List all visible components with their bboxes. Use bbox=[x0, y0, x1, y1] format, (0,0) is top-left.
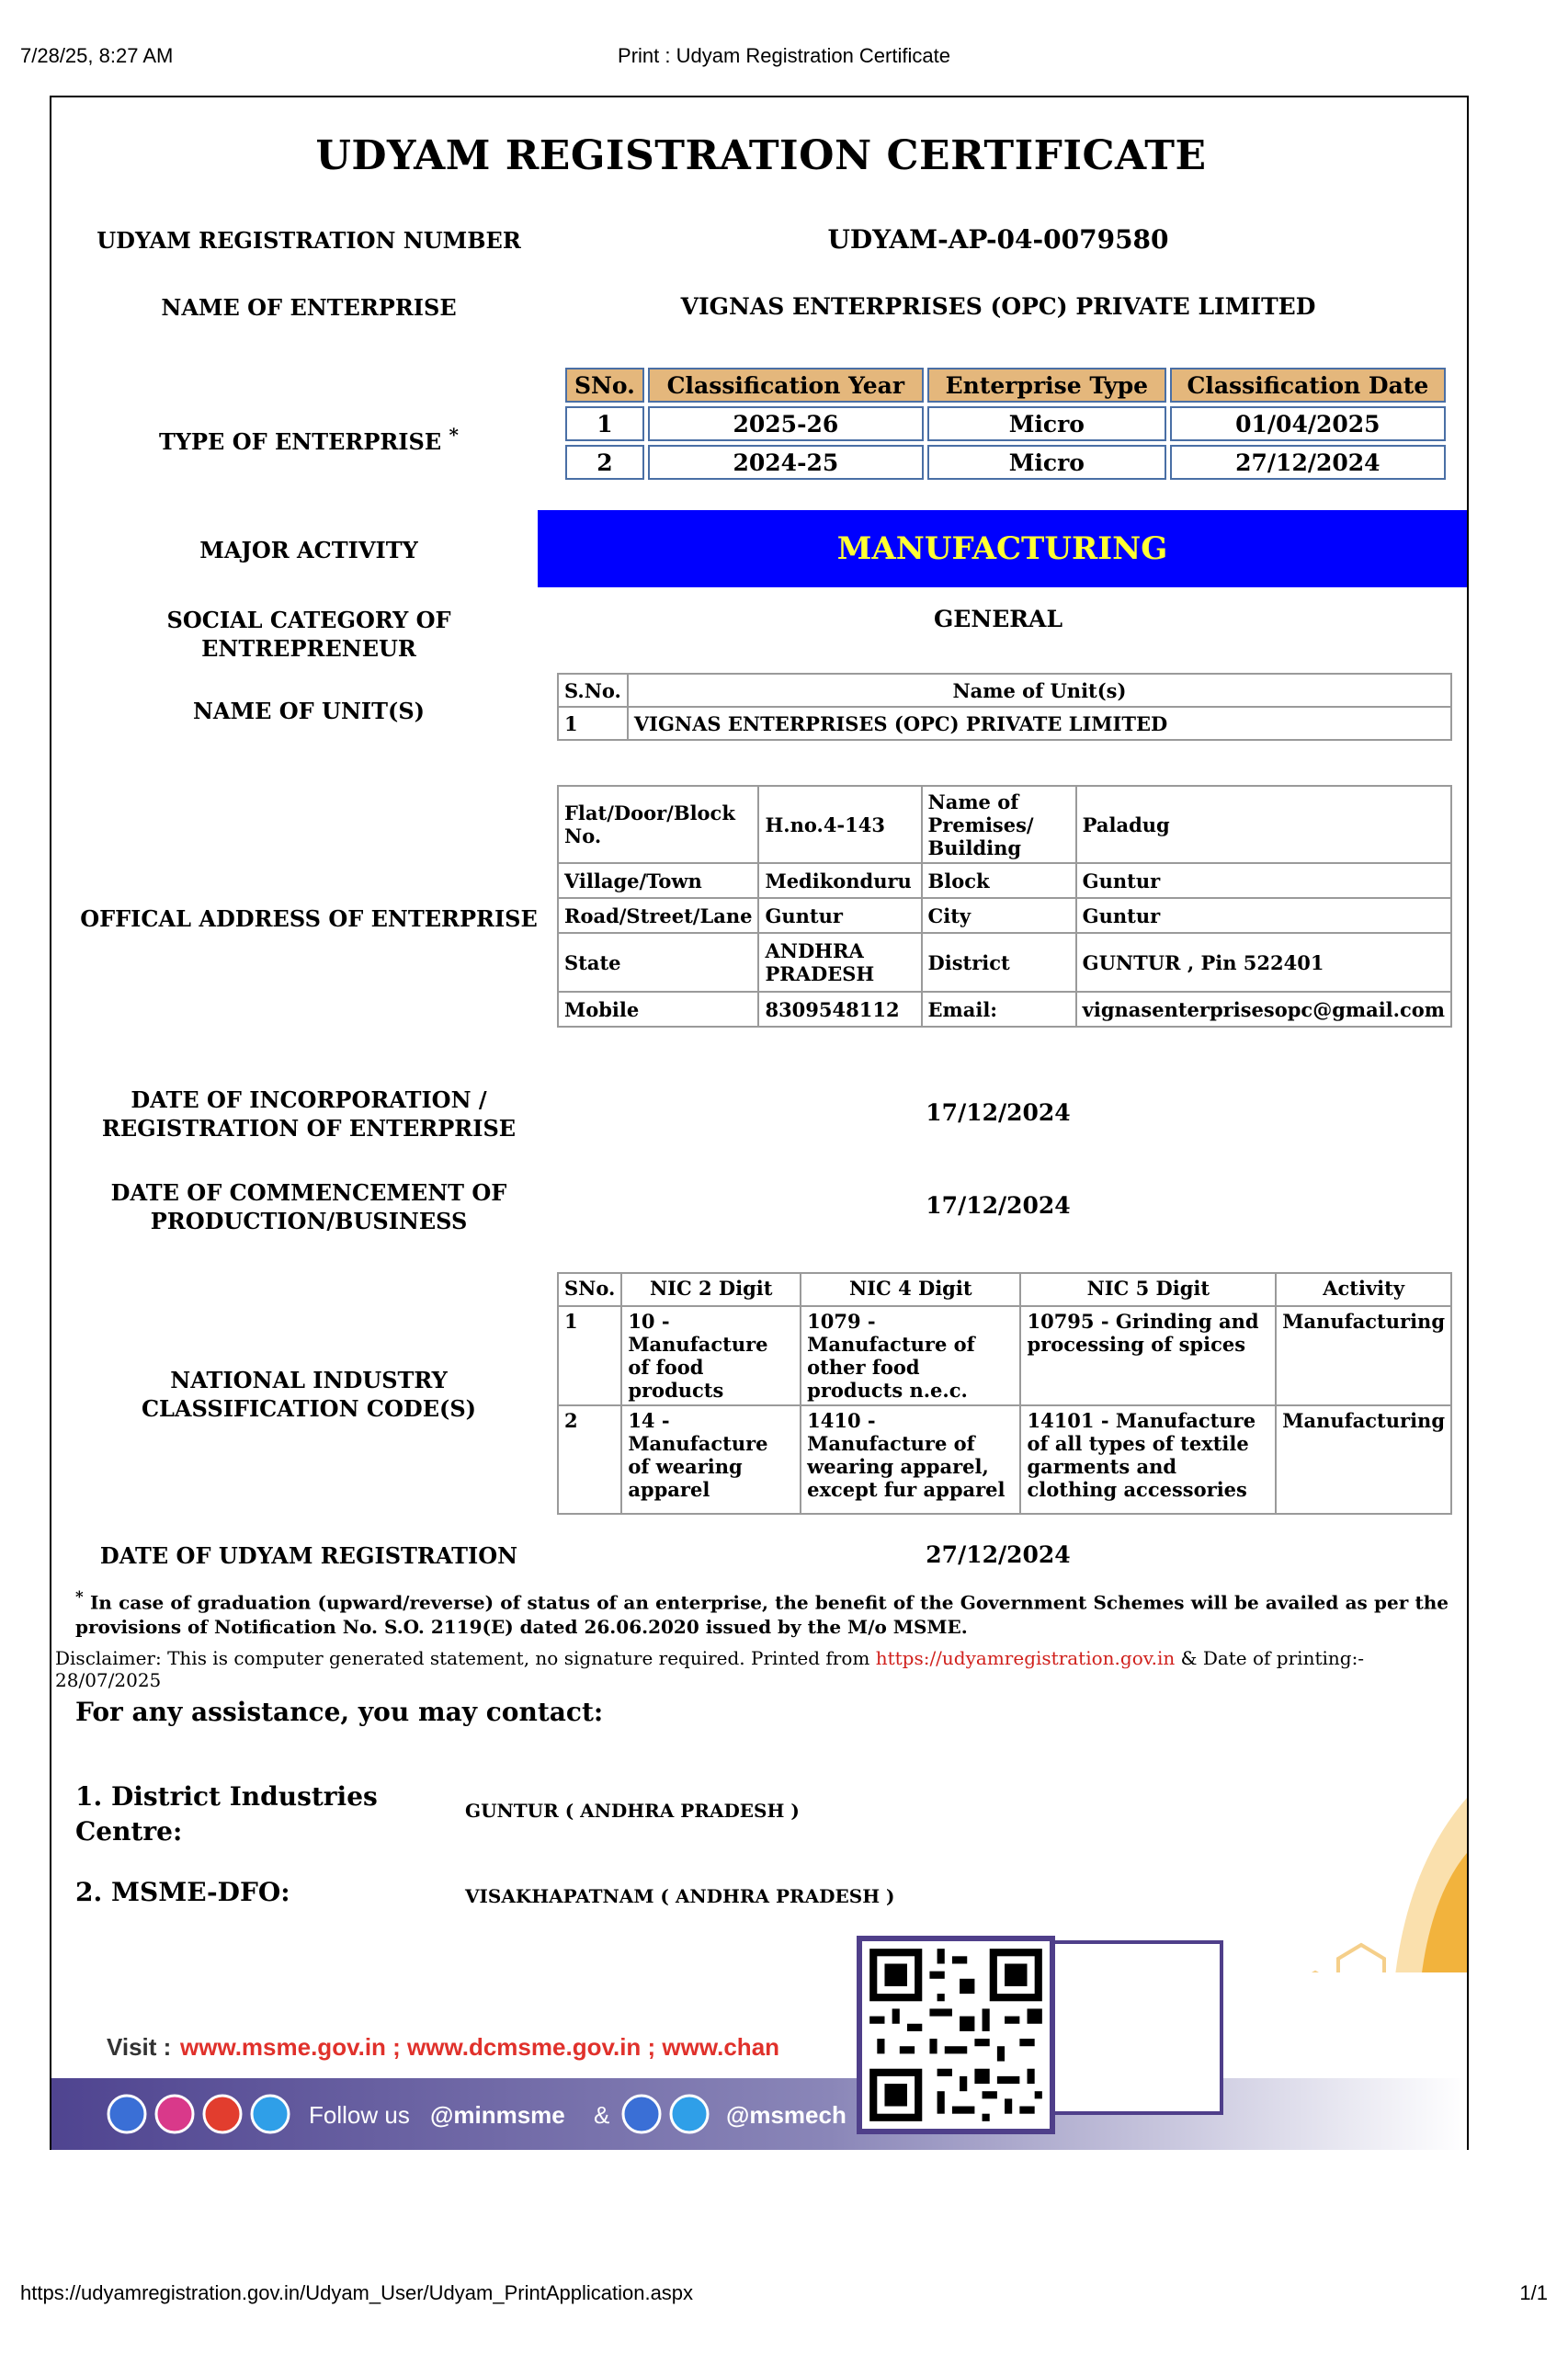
udyam-link[interactable]: https://udyamregistration.gov.in bbox=[875, 1647, 1176, 1669]
cell: Village/Town bbox=[558, 863, 758, 898]
cell: 2024-25 bbox=[648, 445, 924, 480]
cell: 2 bbox=[565, 445, 644, 480]
visit-sites: www.msme.gov.in ; www.dcmsme.gov.in ; www.chan bbox=[180, 2033, 780, 2061]
cell: City bbox=[922, 898, 1076, 933]
major-activity-label: MAJOR ACTIVITY bbox=[199, 537, 418, 563]
table-row bbox=[558, 786, 1451, 863]
assistance-heading: For any assistance, you may contact: bbox=[75, 1697, 604, 1727]
facebook-icon[interactable] bbox=[623, 2096, 660, 2132]
cell: Micro bbox=[927, 445, 1166, 480]
classification-table bbox=[562, 364, 1449, 483]
table-row bbox=[565, 445, 1446, 480]
cell: 1410 - Manufacture of wearing apparel, except fur apparel bbox=[801, 1405, 1020, 1514]
commencement-label: DATE OF COMMENCEMENT OF PRODUCTION/BUSINESS bbox=[110, 1179, 507, 1234]
cell: Guntur bbox=[1076, 898, 1451, 933]
table-row bbox=[558, 863, 1451, 898]
cell: NIC 5 Digit bbox=[1020, 1273, 1276, 1306]
major-activity-banner: MANUFACTURING bbox=[538, 510, 1467, 587]
cell: H.no.4-143 bbox=[758, 786, 921, 863]
certificate bbox=[50, 96, 1469, 2150]
cell: NIC 2 Digit bbox=[621, 1273, 801, 1306]
table-row bbox=[558, 1273, 1451, 1306]
cell: 2 bbox=[558, 1405, 621, 1514]
social-category: GENERAL bbox=[933, 606, 1063, 632]
cell: Manufacturing bbox=[1276, 1405, 1451, 1514]
handle-msmech: @msmech bbox=[726, 2101, 846, 2129]
reg-number-label: UDYAM REGISTRATION NUMBER bbox=[97, 227, 521, 254]
table-row bbox=[558, 933, 1451, 992]
table-row bbox=[558, 898, 1451, 933]
type-label-star: * bbox=[449, 424, 459, 446]
facebook-icon[interactable] bbox=[108, 2096, 145, 2132]
qr-code bbox=[857, 1936, 1055, 2134]
reg-number: UDYAM-AP-04-0079580 bbox=[827, 224, 1169, 255]
cell: Block bbox=[922, 863, 1076, 898]
cell: 10795 - Grinding and processing of spices bbox=[1020, 1306, 1276, 1405]
nic-label: NATIONAL INDUSTRY CLASSIFICATION CODE(S) bbox=[141, 1367, 477, 1422]
cell: Email: bbox=[922, 992, 1076, 1027]
blank-frame bbox=[1040, 1940, 1223, 2115]
cell: 1 bbox=[558, 707, 628, 740]
table-row bbox=[558, 1306, 1451, 1405]
instagram-icon[interactable] bbox=[156, 2096, 193, 2132]
cell: 1079 - Manufacture of other food products n.e.c. bbox=[801, 1306, 1020, 1405]
page-count: 1/1 bbox=[1519, 2281, 1548, 2304]
cell: State bbox=[558, 933, 758, 992]
type-label-text: TYPE OF ENTERPRISE bbox=[159, 428, 442, 455]
twitter-icon[interactable] bbox=[252, 2096, 289, 2132]
cell: Name of Premises/ Building bbox=[922, 786, 1076, 863]
incorporation-date: 17/12/2024 bbox=[926, 1099, 1071, 1126]
enterprise-name: VIGNAS ENTERPRISES (OPC) PRIVATE LIMITED bbox=[680, 293, 1316, 320]
graduation-note bbox=[75, 1585, 1449, 1639]
contact1-value: GUNTUR ( ANDHRA PRADESH ) bbox=[465, 1800, 800, 1822]
social-category-label: SOCIAL CATEGORY OF ENTREPRENEUR bbox=[166, 607, 451, 662]
email-value: vignasenterprisesopc@gmail.com bbox=[1076, 992, 1451, 1027]
cell: Manufacturing bbox=[1276, 1306, 1451, 1405]
cell: Medikonduru bbox=[758, 863, 921, 898]
disclaimer-suffix: & Date of printing:- 28/07/2025 bbox=[55, 1647, 1365, 1691]
units-label: NAME OF UNIT(S) bbox=[192, 698, 426, 724]
print-datetime: 7/28/25, 8:27 AM bbox=[20, 44, 174, 67]
print-url: https://udyamregistration.gov.in/Udyam_User/Udyam_PrintApplication.aspx bbox=[20, 2281, 694, 2304]
table-row bbox=[558, 1405, 1451, 1514]
cell: NIC 4 Digit bbox=[801, 1273, 1020, 1306]
table-row bbox=[558, 992, 1451, 1027]
incorporation-label: DATE OF INCORPORATION / REGISTRATION OF ENTERPRISE bbox=[101, 1086, 517, 1142]
commencement-date: 17/12/2024 bbox=[926, 1192, 1071, 1219]
disclaimer bbox=[55, 1647, 1467, 1691]
col-type: Enterprise Type bbox=[927, 368, 1166, 403]
units-table bbox=[557, 673, 1452, 741]
cell: 8309548112 bbox=[758, 992, 921, 1027]
cell: SNo. bbox=[558, 1273, 621, 1306]
contact1-label: 1. District Industries Centre: bbox=[75, 1781, 378, 1847]
msme-footer-banner bbox=[51, 1972, 1467, 2150]
udyam-date-label: DATE OF UDYAM REGISTRATION bbox=[99, 1542, 518, 1569]
col-sno: SNo. bbox=[565, 368, 644, 403]
cell: 2025-26 bbox=[648, 406, 924, 441]
cell: GUNTUR , Pin 522401 bbox=[1076, 933, 1451, 992]
amp-text: & bbox=[594, 2101, 610, 2129]
cell: Guntur bbox=[1076, 863, 1451, 898]
type-of-enterprise-label bbox=[61, 421, 557, 456]
table-row bbox=[565, 406, 1446, 441]
cell: Activity bbox=[1276, 1273, 1451, 1306]
cell: 14 - Manufacture of wearing apparel bbox=[621, 1405, 801, 1514]
cell: Guntur bbox=[758, 898, 921, 933]
table-row bbox=[558, 707, 1451, 740]
cell: S.No. bbox=[558, 674, 628, 707]
qr-code-icon bbox=[862, 1941, 1050, 2129]
handle-minmsme: @minmsme bbox=[430, 2101, 565, 2129]
follow-text: Follow us bbox=[309, 2101, 410, 2129]
cell: ANDHRA PRADESH bbox=[758, 933, 921, 992]
print-page-title: Print : Udyam Registration Certificate bbox=[618, 44, 950, 67]
cell: 01/04/2025 bbox=[1170, 406, 1446, 441]
cell: Micro bbox=[927, 406, 1166, 441]
cell: 1 bbox=[558, 1306, 621, 1405]
udyam-date: 27/12/2024 bbox=[926, 1541, 1071, 1568]
cell: 14101 - Manufacture of all types of textile garments and clothing accessories bbox=[1020, 1405, 1276, 1514]
enterprise-name-label: NAME OF ENTERPRISE bbox=[161, 294, 457, 321]
cell: 27/12/2024 bbox=[1170, 445, 1446, 480]
table-row bbox=[558, 674, 1451, 707]
youtube-icon[interactable] bbox=[204, 2096, 241, 2132]
cell: VIGNAS ENTERPRISES (OPC) PRIVATE LIMITED bbox=[628, 707, 1451, 740]
contact2-value: VISAKHAPATNAM ( ANDHRA PRADESH ) bbox=[465, 1885, 895, 1907]
cell: Paladug bbox=[1076, 786, 1451, 863]
cell: 1 bbox=[565, 406, 644, 441]
address-label: OFFICAL ADDRESS OF ENTERPRISE bbox=[80, 905, 538, 932]
classification-header-row bbox=[565, 368, 1446, 403]
note-star: * bbox=[75, 1587, 84, 1606]
cell: 10 - Manufacture of food products bbox=[621, 1306, 801, 1405]
contact2-label: 2. MSME-DFO: bbox=[75, 1877, 290, 1907]
twitter-icon[interactable] bbox=[671, 2096, 708, 2132]
note-text: In case of graduation (upward/reverse) of status of an enterprise, the benefit of the Government Schemes will be availed as per the provisions of Notification No. S.O. 2119(E) dated 26.06.2020 issued by the M/o MSME. bbox=[75, 1591, 1449, 1638]
cell: District bbox=[922, 933, 1076, 992]
nic-table bbox=[557, 1272, 1452, 1515]
address-table bbox=[557, 785, 1452, 1028]
cell: Road/Street/Lane bbox=[558, 898, 758, 933]
col-date: Classification Date bbox=[1170, 368, 1446, 403]
disclaimer-prefix: Disclaimer: This is computer generated statement, no signature required. Printed from bbox=[55, 1647, 876, 1669]
col-year: Classification Year bbox=[648, 368, 924, 403]
cell: Name of Unit(s) bbox=[628, 674, 1451, 707]
cell: Flat/Door/Block No. bbox=[558, 786, 758, 863]
visit-label: Visit : bbox=[107, 2033, 172, 2061]
certificate-title: UDYAM REGISTRATION CERTIFICATE bbox=[315, 132, 1207, 179]
cell: Mobile bbox=[558, 992, 758, 1027]
